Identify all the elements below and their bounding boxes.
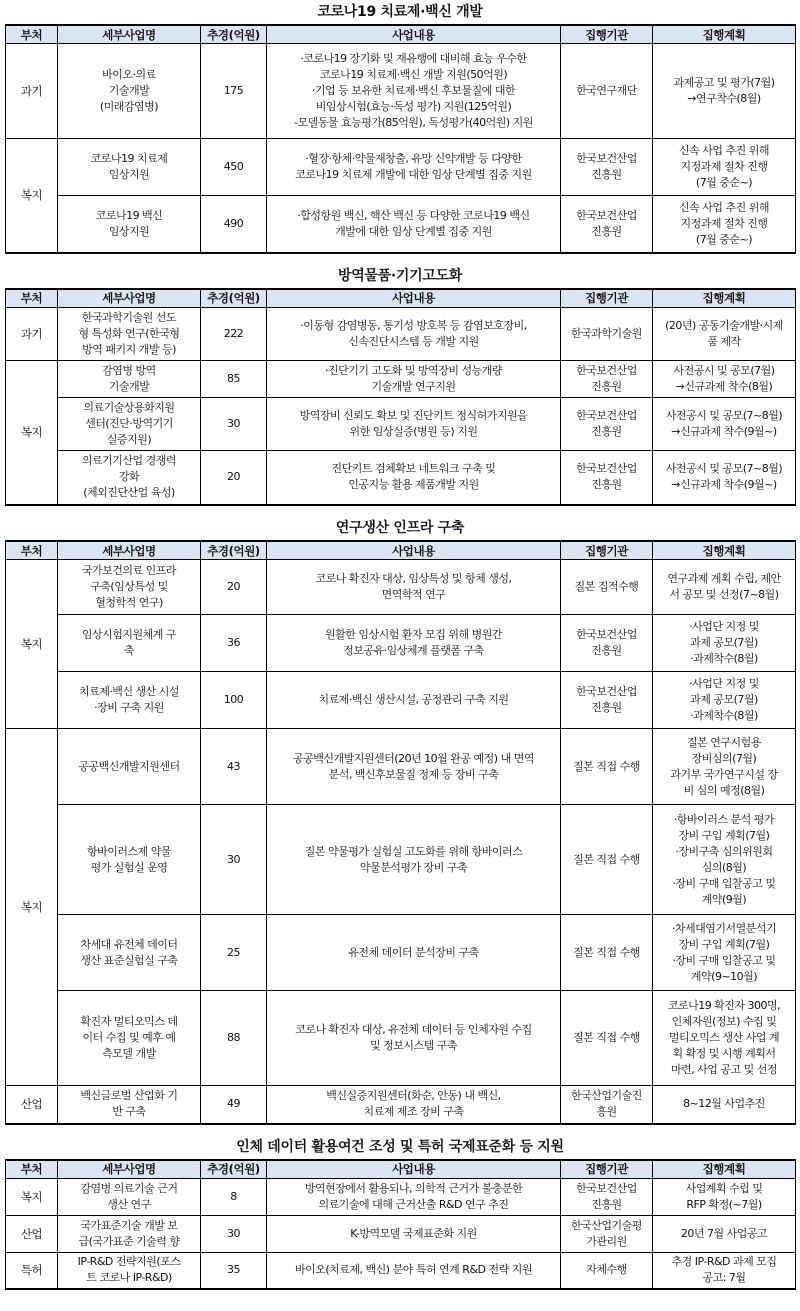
plan-cell: 코로나19 확진자 300명, 인체자원(정보) 수집 및 멀티오믹스 생산 사업 계 획 확정 및 시행 계획서 마련, 사업 공고 및 선정 xyxy=(653,991,796,1086)
content-cell: ·코로나19 장기화 및 재유행에 대비해 효능 우수한 코로나19 치료제·백신 개발 지원(50억원) ·기업 등 보유한 치료제·백신 후보물질에 대한 비임상시험(효능·독성 평가) 지원(125억원) -모델동물 효능평가(85억원), 독성평가(40억원) 지원 xyxy=(267,44,561,139)
table-row xyxy=(6,560,796,615)
content-cell: 원활한 임상시험 환자 모집 위해 병원간 정보공유·임상체계 플랫폼 구축 xyxy=(267,615,561,672)
content-cell: 방역현장에서 활용되나, 의학적 근거가 불충분한 의료기술에 대해 근거산출 R&D 연구 추진 xyxy=(267,1178,561,1215)
agency-cell: 한국과학기술원 xyxy=(561,307,653,360)
header-row xyxy=(6,25,796,44)
dept-cell: 복지 xyxy=(6,560,58,729)
content-cell: 방역장비 신뢰도 확보 및 진단키트 정식허가지원을 위한 임상실증(병원 등) 지원 xyxy=(267,397,561,450)
budget-cell: 8 xyxy=(201,1178,267,1215)
plan-cell: 20년 7월 사업공고 xyxy=(653,1215,796,1252)
section-title: 코로나19 치료제·백신 개발 xyxy=(317,4,483,20)
section-gap xyxy=(0,506,800,516)
plan-cell: 연구과제 계획 수립, 제안 서 공모 및 선정(7~8월) xyxy=(653,560,796,615)
table-row xyxy=(6,915,796,991)
table-row xyxy=(6,805,796,915)
budget-cell: 35 xyxy=(201,1252,267,1289)
dept-cell: 산업 xyxy=(6,1215,58,1252)
agency-cell: 자체수행 xyxy=(561,1252,653,1289)
section-title: 연구생산 인프라 구축 xyxy=(335,520,465,536)
plan-cell: 과제공고 및 평가(7월) →연구착수(8월) xyxy=(653,44,796,139)
budget-cell: 175 xyxy=(201,44,267,139)
content-cell: ·혈장·항체·약물재창출, 유망 신약개발 등 다양한 코로나19 치료제 개발에 대한 임상 단계별 집중 지원 xyxy=(267,139,561,196)
content-cell: 코로나 확진자 대상, 유전체 데이터 등 인체자원 수집 및 정보시스템 구축 xyxy=(267,991,561,1086)
plan-cell: 신속 사업 추진 위해 지정과제 절차 진행 (7월 중순~) xyxy=(653,196,796,253)
plan-cell: 사전공시 및 공모(7월) →신규과제 착수(8월) xyxy=(653,360,796,397)
content-cell: 치료제·백신 생산시설, 공정관리 구축 지원 xyxy=(267,672,561,729)
agency-cell: 한국보건산업 진흥원 xyxy=(561,615,653,672)
content-cell: ·이동형 감염병동, 통기성 방호복 등 감염보호장비, 신속진단시스템 등 개발 지원 xyxy=(267,307,561,360)
project-name-cell: 의료기술상용화지원 센터(진단·방역기기 실증지원) xyxy=(58,397,201,450)
budget-cell: 49 xyxy=(201,1086,267,1124)
project-name-cell: 백신글로벌 산업화 기 반 구축 xyxy=(58,1086,201,1124)
budget-cell: 88 xyxy=(201,991,267,1086)
plan-cell: 사전공시 및 공모(7~8월) →신규과제 착수(9월~) xyxy=(653,450,796,505)
plan-cell: 질본 연구시험용 장비심의(7월) 과기부 국가연구시설 장 비 심의 예정(8월) xyxy=(653,729,796,805)
header-budget: 추경(억원) xyxy=(201,541,267,560)
dept-cell: 특허 xyxy=(6,1252,58,1289)
agency-cell: 한국산업기술평 가관리원 xyxy=(561,1215,653,1252)
table-row xyxy=(6,307,796,360)
table-row xyxy=(6,729,796,805)
table-row xyxy=(6,1086,796,1124)
project-name-cell: 의료기기산업 경쟁력 강화 (체외진단산업 육성) xyxy=(58,450,201,505)
header-content: 사업내용 xyxy=(267,25,561,44)
table-row xyxy=(6,139,796,196)
project-name-cell: 국가표준기술 개발 보 급(국가표준 기술력 향 xyxy=(58,1215,201,1252)
budget-cell: 20 xyxy=(201,560,267,615)
budget-cell: 100 xyxy=(201,672,267,729)
section-gap xyxy=(0,1125,800,1135)
header-content: 사업내용 xyxy=(267,541,561,560)
dept-cell: 산업 xyxy=(6,1086,58,1124)
project-name-cell: 국가보건의료 인프라 구축(임상특성 및 혈청학적 연구) xyxy=(58,560,201,615)
header-agency: 집행기관 xyxy=(561,1160,653,1179)
agency-cell: 한국보건산업 진흥원 xyxy=(561,450,653,505)
content-cell: 백신실증지원센터(화순, 안동) 내 백신, 치료제 제조 장비 구축 xyxy=(267,1086,561,1124)
header-dept: 부처 xyxy=(6,1160,58,1179)
header-row xyxy=(6,289,796,308)
project-name-cell: 코로나19 백신 임상지원 xyxy=(58,196,201,253)
header-dept: 부처 xyxy=(6,25,58,44)
project-name-cell: 감염병 의료기술 근거 생산 연구 xyxy=(58,1178,201,1215)
header-dept: 부처 xyxy=(6,541,58,560)
budget-cell: 490 xyxy=(201,196,267,253)
dept-cell: 복지 xyxy=(6,1178,58,1215)
plan-cell: ·항바이러스 분석 평가 장비 구입 계획(7월) ·장비구축 심의위원회 심의(8월) ·장비 구매 입찰공고 및 계약(9월) xyxy=(653,805,796,915)
header-name: 세부사업명 xyxy=(58,289,201,308)
agency-cell: 질본 직접 수행 xyxy=(561,805,653,915)
plan-cell: 신속 사업 추진 위해 지정과제 절차 진행 (7월 중순~) xyxy=(653,139,796,196)
project-name-cell: 한국과학기술원 선도 형 특성화 연구(한국형 방역 패키지 개발 등) xyxy=(58,307,201,360)
header-name: 세부사업명 xyxy=(58,25,201,44)
dept-cell: 과기 xyxy=(6,44,58,139)
project-name-cell: 차세대 유전체 데이터 생산 표준실험실 구축 xyxy=(58,915,201,991)
budget-cell: 30 xyxy=(201,397,267,450)
section-table xyxy=(5,288,796,507)
budget-cell: 25 xyxy=(201,915,267,991)
budget-cell: 85 xyxy=(201,360,267,397)
table-row xyxy=(6,615,796,672)
agency-cell: 한국산업기술진 흥원 xyxy=(561,1086,653,1124)
table-row xyxy=(6,44,796,139)
table-row xyxy=(6,1178,796,1215)
project-name-cell: IP-R&D 전략지원(포스 트 코로나 IP-R&D) xyxy=(58,1252,201,1289)
section-table xyxy=(5,24,796,254)
project-name-cell: 공공백신개발지원센터 xyxy=(58,729,201,805)
agency-cell: 한국보건산업 진흥원 xyxy=(561,139,653,196)
content-cell: 유전체 데이터 분석장비 구축 xyxy=(267,915,561,991)
header-budget: 추경(억원) xyxy=(201,25,267,44)
budget-cell: 222 xyxy=(201,307,267,360)
budget-cell: 30 xyxy=(201,805,267,915)
plan-cell: ·차세대염기서열분석기 장비 구입 계획(7월) ·장비 구매 입찰공고 및 계약(9~10월) xyxy=(653,915,796,991)
table-row xyxy=(6,196,796,253)
content-cell: ·진단기기 고도화 및 방역장비 성능개량 기술개발 연구지원 xyxy=(267,360,561,397)
project-name-cell: 치료제·백신 생산 시설 ·장비 구축 지원 xyxy=(58,672,201,729)
plan-cell: ·사업단 지정 및 과제 공모(7월) ·과제착수(8월) xyxy=(653,615,796,672)
section-title: 인체 데이터 활용여건 조성 및 특허 국제표준화 등 지원 xyxy=(236,1138,564,1155)
project-name-cell: 바이오·의료 기술개발 (미래감염병) xyxy=(58,44,201,139)
header-agency: 집행기관 xyxy=(561,25,653,44)
header-row xyxy=(6,1160,796,1179)
header-plan: 집행계획 xyxy=(653,289,796,308)
content-cell: 공공백신개발지원센터(20년 10월 완공 예정) 내 면역 분석, 백신후보물질 정제 등 장비 구축 xyxy=(267,729,561,805)
plan-cell: ·사업단 지정 및 과제 공모(7월) ·과제착수(8월) xyxy=(653,672,796,729)
header-budget: 추경(억원) xyxy=(201,1160,267,1179)
budget-cell: 20 xyxy=(201,450,267,505)
section-title: 방역물품·기기고도화 xyxy=(337,267,463,284)
header-plan: 집행계획 xyxy=(653,541,796,560)
plan-cell: 사전공시 및 공모(7~8월) →신규과제 착수(9월~) xyxy=(653,397,796,450)
dept-cell: 과기 xyxy=(6,307,58,360)
agency-cell: 한국보건산업 진흥원 xyxy=(561,397,653,450)
budget-cell: 36 xyxy=(201,615,267,672)
content-cell: 진단키트 검체확보 네트워크 구축 및 인공지능 활용 제품개발 지원 xyxy=(267,450,561,505)
budget-cell: 43 xyxy=(201,729,267,805)
project-name-cell: 항바이러스제 약물 평가 실험실 운영 xyxy=(58,805,201,915)
table-row xyxy=(6,360,796,397)
dept-cell: 복지 xyxy=(6,139,58,253)
table-row xyxy=(6,1215,796,1252)
agency-cell: 한국보건산업 진흥원 xyxy=(561,360,653,397)
header-name: 세부사업명 xyxy=(58,541,201,560)
content-cell: 바이오(치료제, 백신) 분야 특허 연계 R&D 전략 지원 xyxy=(267,1252,561,1289)
agency-cell: 질본 직접 수행 xyxy=(561,991,653,1086)
header-content: 사업내용 xyxy=(267,1160,561,1179)
plan-cell: 추경 IP-R&D 과제 모집 공고: 7월 xyxy=(653,1252,796,1289)
project-name-cell: 임상시험지원체계 구 축 xyxy=(58,615,201,672)
agency-cell: 질본 집적수행 xyxy=(561,560,653,615)
content-cell: K-방역모델 국제표준화 지원 xyxy=(267,1215,561,1252)
header-name: 세부사업명 xyxy=(58,1160,201,1179)
agency-cell: 질본 직접 수행 xyxy=(561,915,653,991)
table-row xyxy=(6,397,796,450)
table-row xyxy=(6,1252,796,1289)
agency-cell: 한국보건산업 진흥원 xyxy=(561,672,653,729)
project-name-cell: 코로나19 치료제 임상지원 xyxy=(58,139,201,196)
plan-cell: 사업계획 수립 및 RFP 확정(~7월) xyxy=(653,1178,796,1215)
agency-cell: 질본 직접 수행 xyxy=(561,729,653,805)
header-plan: 집행계획 xyxy=(653,1160,796,1179)
project-name-cell: 확진자 멀티오믹스 데 이터 수집 및 예후 예 측모델 개발 xyxy=(58,991,201,1086)
section-table xyxy=(5,1159,796,1291)
header-budget: 추경(억원) xyxy=(201,289,267,308)
content-cell: ·합성항원 백신, 핵산 백신 등 다양한 코로나19 백신 개발에 대한 임상 단계별 집중 지원 xyxy=(267,196,561,253)
dept-cell: 복지 xyxy=(6,360,58,505)
header-dept: 부처 xyxy=(6,289,58,308)
budget-cell: 30 xyxy=(201,1215,267,1252)
header-agency: 집행기관 xyxy=(561,541,653,560)
table-row xyxy=(6,672,796,729)
header-row xyxy=(6,541,796,560)
plan-cell: 8~12월 사업추진 xyxy=(653,1086,796,1124)
table-row xyxy=(6,991,796,1086)
project-name-cell: 감염병 방역 기술개발 xyxy=(58,360,201,397)
agency-cell: 한국보건산업 진흥원 xyxy=(561,196,653,253)
header-content: 사업내용 xyxy=(267,289,561,308)
header-plan: 집행계획 xyxy=(653,25,796,44)
section-table xyxy=(5,540,796,1125)
section-gap xyxy=(0,254,800,264)
agency-cell: 한국보건산업 진흥원 xyxy=(561,1178,653,1215)
dept-cell: 복지 xyxy=(6,729,58,1086)
agency-cell: 한국연구재단 xyxy=(561,44,653,139)
budget-cell: 450 xyxy=(201,139,267,196)
table-row xyxy=(6,450,796,505)
content-cell: 코로나 확진자 대상, 임상특성 및 항체 생성, 면역학적 연구 xyxy=(267,560,561,615)
header-agency: 집행기관 xyxy=(561,289,653,308)
content-cell: 질본 약물평가 실험실 고도화를 위해 항바이러스 약물분석평가 장비 구축 xyxy=(267,805,561,915)
plan-cell: (20년) 공동기술개발·시제 품 제작 xyxy=(653,307,796,360)
